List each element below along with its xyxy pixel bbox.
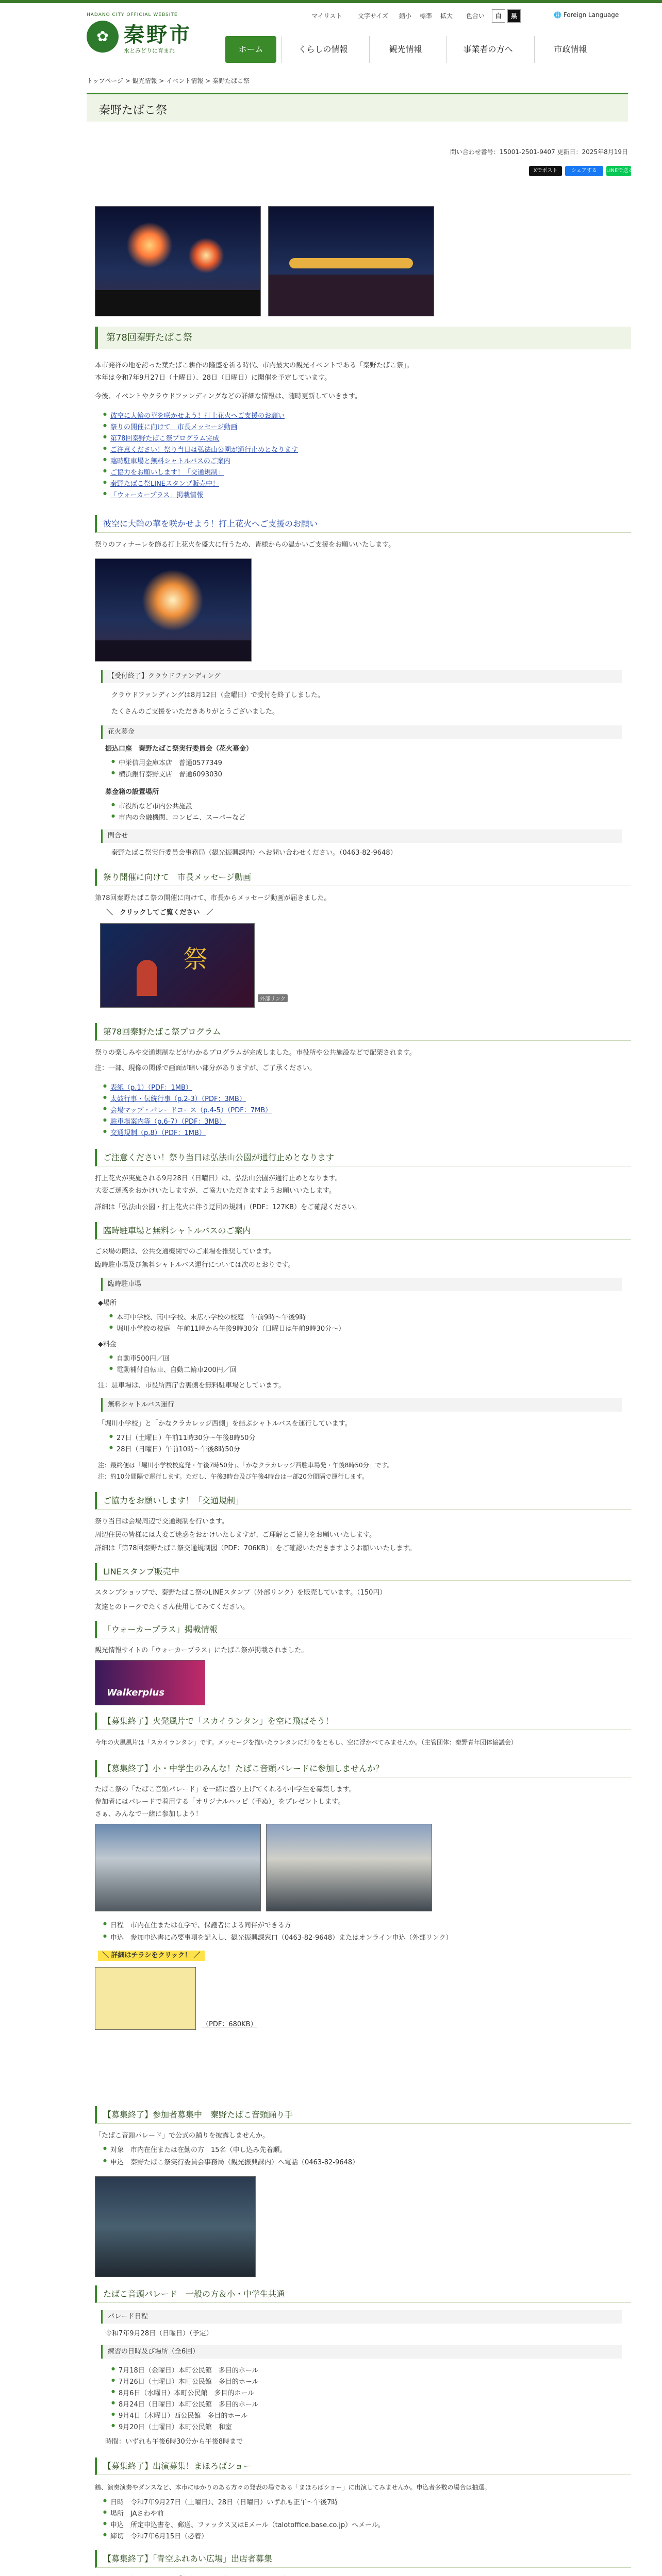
e3-subtitle: たばこ音頭パレード 一般の方＆小・中学生共通 bbox=[95, 2285, 631, 2303]
donation-bank-1: ● 中栄信用金庫本店 普通0577349 bbox=[119, 757, 222, 767]
e3-practice-3: ● 8月6日（水曜日）本町公民館 多目的ホール bbox=[119, 2387, 254, 2397]
toc-link-3[interactable]: ● 第78回秦野たばこ祭プログラム完成 bbox=[110, 433, 219, 443]
donation-label: 花火募金 bbox=[101, 725, 622, 739]
site-header bbox=[0, 0, 662, 67]
external-link-badge: 外部リンク bbox=[258, 994, 288, 1002]
toc-link-7[interactable]: ● 秦野たばこ祭LINEスタンプ販売中！ bbox=[110, 478, 219, 488]
cf-label: 【受付終了】クラウドファンディング bbox=[101, 670, 622, 683]
e4-line-2: ● 日時 令和7年9月27日（土曜日）、28日（日曜日）いずれも正午〜午後7時 bbox=[110, 2497, 338, 2506]
color-black-button[interactable]: 黒 bbox=[507, 9, 521, 23]
donation-bank-2: ● 横浜銀行秦野支店 普通6093030 bbox=[119, 769, 222, 778]
utility-bar bbox=[311, 9, 662, 25]
s8-line-1: スタンプショップで、秦野たばこ祭のLINEスタンプ（外部リンク）を販売しています。（150円） bbox=[95, 1589, 387, 1597]
e3-line-2: ● 対象 市内在住または在勤の方 15名（申し込み先着順。 bbox=[110, 2144, 287, 2154]
parking-place-2: ● 堀川小学校の校庭 午前11時から午後9時30分（日曜日は午前9時30分〜） bbox=[117, 1323, 345, 1333]
e3-line-1: 「たばこ音頭パレード」で公式の踊りを披露しませんか。 bbox=[95, 2132, 270, 2140]
walkerplus-logo: Walkerplus bbox=[107, 1687, 164, 1698]
e3-schedule: 令和7年9月28日（日曜日）（予定） bbox=[105, 2330, 213, 2337]
kids-parade-photo-1 bbox=[95, 1824, 261, 1911]
program-pdf-4[interactable]: ● 駐車場案内等（p.6-7）（PDF：3MB） bbox=[110, 1116, 226, 1126]
s9-line: 観光情報サイトの「ウォーカープラス」にたばこ祭が掲載されました。 bbox=[95, 1647, 308, 1654]
donation-box-2: ● 市内の金融機関、コンビニ、スーパーなど bbox=[119, 812, 245, 822]
s3-line: 第78回秦野たばこ祭の開催に向けて、市長からメッセージ動画が届きました。 bbox=[95, 894, 331, 902]
e3-practice-4: ● 8月24日（日曜日）本町公民館 多目的ホール bbox=[119, 2399, 259, 2409]
parking-place-1: ● 本町中学校、南中学校、末広小学校の校庭 午前9時〜午後9時 bbox=[117, 1312, 306, 1321]
section-walkerplus: 「ウォーカープラス」掲載情報 bbox=[95, 1621, 631, 1638]
section-dancers-recruit: 【募集終了】参加者募集中 秦野たばこ音頭踊り手 bbox=[95, 2106, 631, 2124]
color-label: 色合い bbox=[466, 12, 485, 20]
program-pdf-3[interactable]: ● 会場マップ・パレードコース（p.4-5）（PDF：7MB） bbox=[110, 1105, 272, 1114]
dancers-photo bbox=[95, 2176, 256, 2277]
s7-line-2: 周辺住民の皆様には大変ご迷惑をおかけいたしますが、ご理解とご協力をお願いいたします。 bbox=[95, 1531, 376, 1539]
program-pdf-5[interactable]: ● 交通規制（p.8）（PDF：1MB） bbox=[110, 1127, 206, 1137]
e4-line-4: ● 申込 所定申込書を、郵送、ファックス又はEメール（talotoffice.base.co.jp）へメール。 bbox=[110, 2519, 385, 2529]
e2-eligibility: ● 日程 市内在住または在学で、保護者による同伴ができる方 bbox=[110, 1920, 291, 1929]
foreign-language-label: Foreign Language bbox=[563, 11, 619, 19]
parking-note: 注：駐車場は、市役所西庁舎裏側を無料駐車場としています。 bbox=[98, 1382, 285, 1389]
breadcrumb[interactable]: トップページ > 観光情報 > イベント情報 > 秦野たばこ祭 bbox=[87, 77, 250, 84]
hero-photo-fireworks bbox=[95, 206, 261, 316]
e2-apply: ● 申込 参加申込書に必要事項を記入し、観光振興課窓口（0463-82-9648）またはオンライン申込（外部リンク） bbox=[110, 1932, 452, 1942]
s7-line-3: 詳細は「第78回秦野たばこ祭交通規制図（PDF：706KB）」をご確認いただきますようお願いいたします。 bbox=[95, 1545, 416, 1552]
s1-line-1: 本市発祥の地を誇った葉たばこ耕作の隆盛を祈る時代、市内最大の観光イベントである「秦野たばこ祭」。 bbox=[95, 362, 413, 369]
site-tagline: 水とみどりに育まれ bbox=[124, 47, 175, 54]
cf-line-2: たくさんのご支援をいただきありがとうございました。 bbox=[111, 708, 279, 716]
nav-business[interactable]: 事業者の方へ bbox=[446, 36, 529, 63]
section-park-closure: ご注意ください！祭り当日は弘法山公園が通行止めとなります bbox=[95, 1149, 631, 1166]
e2-line-1: たばこ祭の「たばこ音頭パレード」を一緒に盛り上げてくれる小中学生を募集します。 bbox=[95, 1786, 356, 1793]
contact-label: 問合せ bbox=[101, 829, 622, 843]
donation-box-heading: 募金箱の設置場所 bbox=[105, 788, 159, 796]
title-band bbox=[87, 93, 628, 122]
site-name: 秦野市 bbox=[124, 23, 192, 47]
toc-link-8[interactable]: ● 「ウォーカープラス」掲載情報 bbox=[110, 489, 203, 499]
section-line-stamp: LINEスタンプ販売中 bbox=[95, 1563, 631, 1581]
cf-line-1: クラウドファンディングは8月12日（金曜日）で受付を終了しました。 bbox=[111, 691, 324, 699]
toc-link-6[interactable]: ● ご協力をお願いします！「交通規制」 bbox=[110, 467, 224, 477]
line-share-button[interactable]: LINEで送る bbox=[606, 166, 631, 176]
font-enlarge[interactable]: 拡大 bbox=[440, 12, 453, 20]
s6-line-1: ご来場の際は、公共交通機関でのご来場を推奨しています。 bbox=[95, 1248, 275, 1256]
e3-time: 時間：いずれも午後6時30分から午後8時まで bbox=[105, 2438, 243, 2446]
nav-city[interactable]: 市政情報 bbox=[534, 36, 606, 63]
mylist-link[interactable]: マイリスト bbox=[311, 12, 342, 20]
e3-practice-6: ● 9月20日（土曜日）本町公民館 和室 bbox=[119, 2421, 232, 2431]
parking-fee-heading: ◆料金 bbox=[98, 1341, 117, 1348]
bus-line-2: ● 27日（土曜日）午前11時30分〜午後8時50分 bbox=[117, 1432, 255, 1442]
toc-link-2[interactable]: ● 祭りの開催に向けて 市長メッセージ動画 bbox=[110, 421, 237, 431]
contact-line: 秦野たばこ祭実行委員会事務局（観光振興課内）へお問い合わせください。（0463-82-9648） bbox=[111, 849, 397, 857]
bus-line-3: ● 28日（日曜日）午前10時〜午後8時50分 bbox=[117, 1444, 240, 1453]
s1-line-2: 本年は令和7年9月27日（土曜日）、28日（日曜日）に開催を予定しています。 bbox=[95, 374, 332, 382]
section-program: 第78回秦野たばこ祭プログラム bbox=[95, 1023, 631, 1041]
e2-line-3: さぁ、みんなで一緒に参加しよう！ bbox=[95, 1810, 203, 1818]
parking-fee-2: ● 電動補付自転車、自動二輪車200円／回 bbox=[117, 1364, 237, 1374]
kids-parade-flyer-thumbnail[interactable] bbox=[95, 1967, 196, 2030]
facebook-share-button[interactable]: シェアする bbox=[565, 166, 603, 176]
s4-line-2: 注：一部、現像の関係で画面が暗い部分がありますが、ご了承ください。 bbox=[95, 1064, 317, 1072]
section-traffic-control: ご協力をお願いします！「交通規制」 bbox=[95, 1492, 631, 1510]
header-top-strip bbox=[0, 0, 662, 3]
s5-line-3: 詳細は「弘法山公園・打上花火に伴う迂回の規制」（PDF：127KB）をご確認ください。 bbox=[95, 1204, 361, 1211]
font-size-label: 文字サイズ bbox=[358, 12, 389, 20]
global-nav bbox=[225, 36, 662, 63]
mayor-video-thumbnail[interactable]: 祭 bbox=[100, 923, 255, 1008]
toc-link-1[interactable]: ● 彼空に大輪の華を咲かせよう！打上花火へご支援のお願い bbox=[110, 410, 285, 420]
e3-practice-2: ● 7月26日（土曜日）本町公民館 多目的ホール bbox=[119, 2376, 259, 2386]
section-open-air-stalls: 【募集終了】「青空ふれあい広場」出店者募集 bbox=[95, 2550, 631, 2568]
fireworks-photo bbox=[95, 558, 252, 662]
section-mayor-message: 祭り開催に向けて 市長メッセージ動画 bbox=[95, 869, 631, 886]
nav-tourism[interactable]: 観光情報 bbox=[369, 36, 441, 63]
s8-line-2: 友達とのトークでたくさん使用してみてください。 bbox=[95, 1603, 250, 1611]
font-normal[interactable]: 標準 bbox=[420, 12, 433, 20]
e4-line-5: ● 締切 令和7年6月15日（必着） bbox=[110, 2531, 208, 2540]
e4-line-3: ● 場所 JAさわや前 bbox=[110, 2508, 164, 2518]
e3-practice-label: 練習の日時及び場所（全6回） bbox=[101, 2345, 622, 2359]
parking-label: 臨時駐車場 bbox=[101, 1278, 622, 1291]
e3-line-3: ● 申込 秦野たばこ祭実行委員会事務局（観光振興課内）へ電話（0463-82-9648） bbox=[110, 2157, 359, 2166]
page-title: 秦野たばこ祭 bbox=[99, 104, 168, 117]
e2-line-2: 参加者にはパレードで着用する「オリジナルハッピ（手ぬ）」をプレゼントします。 bbox=[95, 1798, 345, 1806]
site-logo[interactable] bbox=[87, 12, 195, 59]
s1-line-3: 今後、イベントやクラウドファンディングなどの詳細な情報は、随時更新していきます。 bbox=[95, 393, 362, 400]
toc-link-4[interactable]: ● ご注意ください！祭り当日は弘法山公園が通行止めとなります bbox=[110, 444, 298, 454]
program-pdf-2[interactable]: ● 太鼓行事・伝統行事（p.2-3）（PDF：3MB） bbox=[110, 1093, 246, 1103]
section-kids-parade: 【募集終了】小・中学生のみんな！たばこ音頭パレードに参加しませんか？ bbox=[95, 1760, 631, 1777]
e3-schedule-label: パレード日程 bbox=[101, 2310, 622, 2324]
parking-place-heading: ◆場所 bbox=[98, 1299, 117, 1307]
bus-note-1: 注：最終便は「堀川小学校校庭発・午後7時50分」、「かなクラカレッジ西駐車場発・午後8時50分」です。 bbox=[98, 1462, 393, 1469]
x-share-button[interactable]: Xでポスト bbox=[529, 166, 562, 176]
e3-practice-5: ● 9月4日（木曜日）西公民館 多目的ホール bbox=[119, 2410, 247, 2420]
parking-fee-1: ● 自動車500円／回 bbox=[117, 1353, 170, 1363]
s2-line: 祭りのフィナーレを飾る打上花火を盛大に行うため、皆様からの温かいご支援をお願いいたします。 bbox=[95, 541, 395, 549]
donation-account: 振込口座 秦野たばこ祭実行委員会（花火募金） bbox=[105, 745, 253, 753]
walkerplus-banner[interactable] bbox=[95, 1660, 205, 1705]
bus-note-2: 注：約10分間隔で運行します。ただし、午後3時台及び午後4時台は一部20分間隔で運行します。 bbox=[98, 1473, 368, 1480]
hero-photo-parade bbox=[268, 206, 434, 316]
s7-line-1: 祭り当日は会場周辺で交通規制を行います。 bbox=[95, 1518, 228, 1526]
color-white-button[interactable]: 白 bbox=[492, 9, 505, 23]
section-fireworks-support: 彼空に大輪の華を咲かせよう！打上花火へご支援のお願い bbox=[95, 515, 631, 533]
s6-line-2: 臨時駐車場及び無料シャトルバス運行については次のとおりです。 bbox=[95, 1261, 295, 1269]
kids-parade-flyer-pdf[interactable]: （PDF：680KB） bbox=[202, 2021, 257, 2028]
s5-line-1: 打上花火が実施される9月28日（日曜日）は、弘法山公園が通行止めとなります。 bbox=[95, 1175, 342, 1182]
s4-line-1: 祭りの楽しみや交通規制などがわかるプログラムが完成しました。市役所や公共施設などで配架されます。 bbox=[95, 1049, 416, 1057]
nav-life[interactable]: くらしの情報 bbox=[282, 36, 364, 63]
bus-line-1: 「堀川小学校」と「かなクラカレッジ西側」を結ぶシャトルバスを運行しています。 bbox=[98, 1420, 352, 1428]
page-meta: 問い合わせ番号：15001-2501-9407 更新日：2025年8月19日 bbox=[450, 148, 628, 156]
e2-detail-prompt: ＼ 詳細はチラシをクリック！ ／ bbox=[98, 1951, 205, 1961]
nav-home[interactable]: ホーム bbox=[225, 36, 276, 63]
e4-line-1: 鶴、演奏演奏やダンスなど、本市にゆかりのある方々の発表の場である「まほろばショー」に出演してみませんか。申込者多数の場合は抽選。 bbox=[95, 2484, 491, 2491]
section-parking-shuttle: 臨時駐車場と無料シャトルバスのご案内 bbox=[95, 1222, 631, 1240]
donation-box-1: ● 市役所など市内公共施設 bbox=[119, 801, 192, 810]
section-sky-lantern: 【募集終了】火発風片で「スカイランタン」を空に飛ばそう！ bbox=[95, 1713, 631, 1730]
s5-line-2: 大変ご迷惑をおかけいたしますが、ご協力いただきますようお願いいたします。 bbox=[95, 1187, 336, 1195]
section-78th-festival: 第78回秦野たばこ祭 bbox=[95, 327, 631, 349]
city-emblem-icon: ✿ bbox=[87, 21, 119, 53]
font-shrink[interactable]: 縮小 bbox=[399, 12, 412, 20]
section-mahoroba-show: 【募集終了】出演募集！まほろばショー bbox=[95, 2458, 631, 2475]
program-pdf-1[interactable]: ● 表紙（p.1）（PDF：1MB） bbox=[110, 1082, 192, 1092]
toc-link-5[interactable]: ● 臨時駐車場と無料シャトルバスのご案内 bbox=[110, 455, 230, 465]
site-name-en: HADANO CITY OFFICIAL WEBSITE bbox=[87, 12, 178, 18]
kids-parade-photo-2 bbox=[266, 1824, 432, 1911]
s3-click-prompt: ＼ クリックしてご覧ください ／ bbox=[106, 909, 213, 917]
bus-label: 無料シャトルバス運行 bbox=[101, 1398, 622, 1412]
e3-practice-1: ● 7月18日（金曜日）本町公民館 多目的ホール bbox=[119, 2365, 259, 2375]
e1-line: 今年の火風風片は「スカイランタン」です。メッセージを描いたランタンに灯りをともし、空に浮かべてみませんか。（主管団体：秦野青年団体協議会） bbox=[95, 1739, 518, 1746]
foreign-language-link[interactable]: 🌐 Foreign Language bbox=[554, 11, 619, 19]
